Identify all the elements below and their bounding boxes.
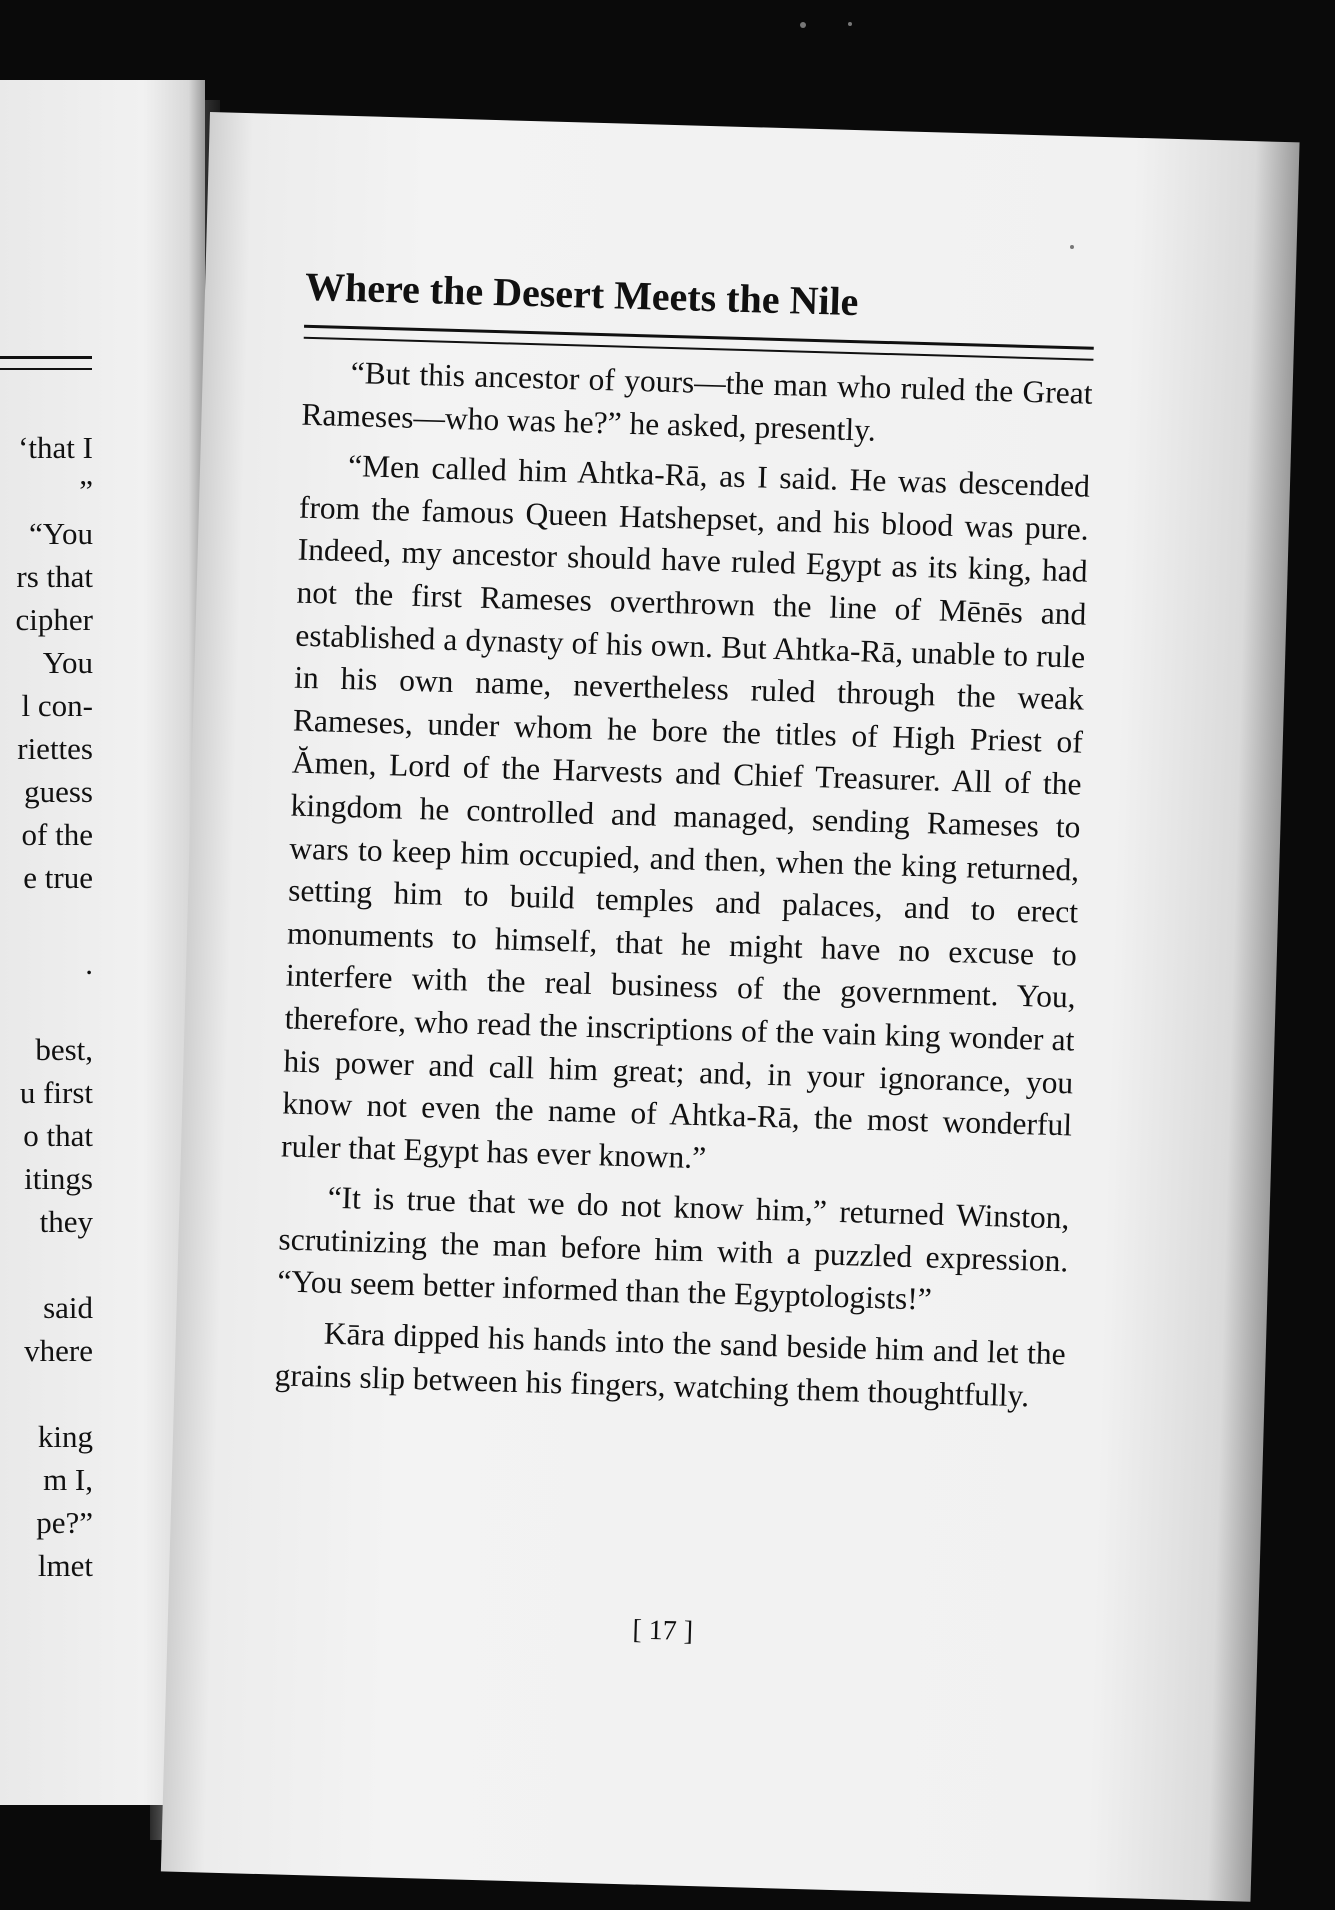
left-line: pe?” xyxy=(36,1505,93,1540)
left-line: u first xyxy=(19,1075,93,1110)
paragraph: “Men called him Ahtka-Rā, as I said. He was descended from the famous Queen Hatshepset, and his blood was pure. Indeed, my ancestor should have ruled Egypt as its king, had not the first Rameses overthrown the line of Mēnēs and established a dynasty of his own. But Ahtka-Rā, unable to rule in his own name, nevertheless ruled through the weak Rameses, under whom he bore the titles of High Priest of Ămen, Lord of the Harvests and Chief Treasurer. All of the kingdom he controlled and managed, sending Rameses to wars to keep him occupied, and then, when the king returned, setting him to build temples and palaces, and to erect monuments to himself, that he might have no excuse to interfere with the real business of the government. You, therefore, who read the inscriptions of the vain king wonder at his power and call him great; and, in your ignorance, you know not even the name of Ahtka-Rā, the most wonderful ruler that Egypt has ever known.” xyxy=(280,448,1091,1175)
paragraph: “It is true that we do not know him,” returned Winston, scrutinizing the man before him with a puzzled expression. “You seem better informed than the Egyptologists!” xyxy=(276,1179,1070,1318)
left-line: king xyxy=(37,1419,93,1454)
left-page-text xyxy=(0,426,93,1587)
left-line: cipher xyxy=(15,602,93,637)
left-line: said xyxy=(43,1290,93,1325)
left-line: itings xyxy=(24,1161,93,1196)
left-line xyxy=(0,1372,93,1415)
left-line xyxy=(0,1243,93,1286)
left-line: You xyxy=(42,645,93,680)
paragraph: “But this ancestor of yours—the man who ruled the Great Rameses—who was he?” he asked, presently. xyxy=(301,355,1093,448)
page-body xyxy=(274,351,1093,1427)
right-page xyxy=(161,112,1300,1902)
left-line: riettes xyxy=(17,731,93,766)
dust-speck xyxy=(1070,245,1074,249)
left-line: best, xyxy=(35,1032,93,1067)
left-line: ” xyxy=(79,473,93,508)
left-line: o that xyxy=(23,1118,93,1153)
left-line: “You xyxy=(28,516,93,551)
left-line: rs that xyxy=(16,559,93,594)
left-line xyxy=(0,899,93,942)
running-head: Where the Desert Meets the Nile xyxy=(304,263,860,325)
left-line: they xyxy=(39,1204,93,1239)
dust-speck xyxy=(800,22,806,28)
left-line: l con- xyxy=(21,688,93,723)
left-line: . xyxy=(85,946,93,981)
dust-speck xyxy=(848,22,852,26)
left-line: m I, xyxy=(43,1462,93,1497)
left-line: lmet xyxy=(37,1548,93,1583)
left-line: e true xyxy=(23,860,93,895)
left-line: vhere xyxy=(24,1333,93,1368)
left-header-rule xyxy=(0,356,92,370)
page-number: [ 17 ] xyxy=(632,1614,694,1648)
left-line: guess xyxy=(24,774,93,809)
left-line: ‘that I xyxy=(18,430,93,465)
left-line xyxy=(0,985,93,1028)
paragraph: Kāra dipped his hands into the sand beside him and let the grains slip between his fingers, watching them thoughtfully. xyxy=(274,1315,1067,1414)
left-line: of the xyxy=(21,817,93,852)
